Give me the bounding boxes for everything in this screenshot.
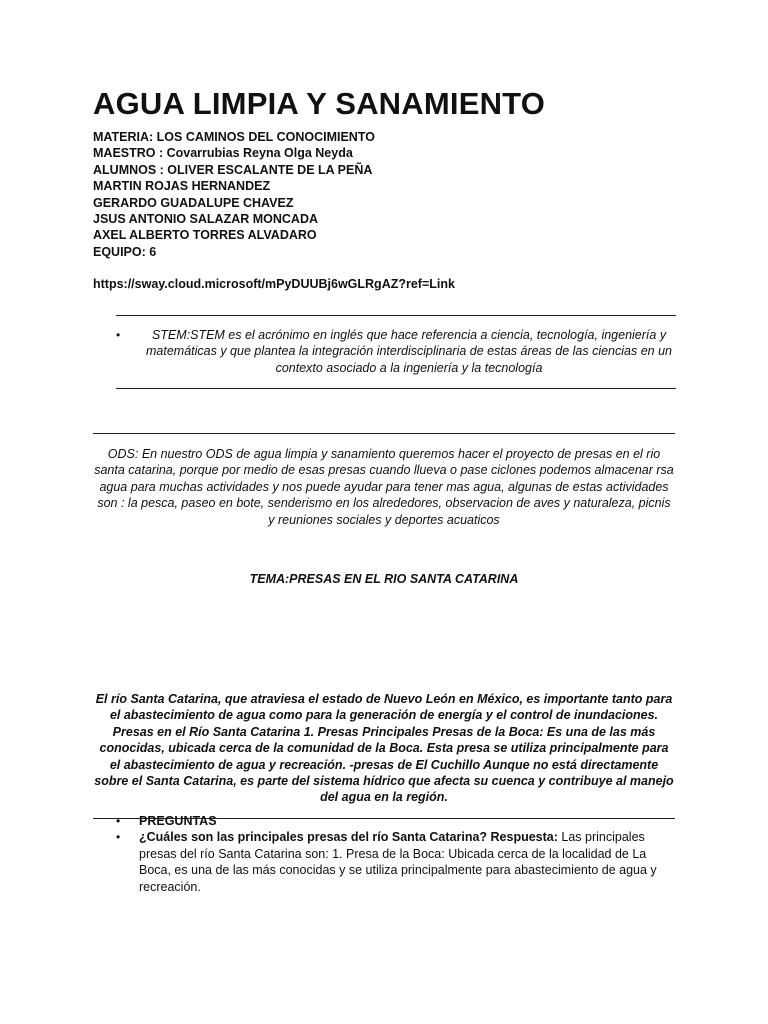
answer-text: Las principales presas del río Santa Catarina son: 1. Presa de la Boca: Ubicada cerca de la localidad de La Boca, es una de las más conocidas y se utiliza principalmente para abastecimiento de agua y recreación. xyxy=(139,830,657,894)
alumno-line: GERARDO GUADALUPE CHAVEZ xyxy=(93,195,294,210)
divider xyxy=(116,315,676,316)
equipo-line: EQUIPO: 6 xyxy=(93,244,157,259)
bullet-dot: • xyxy=(116,830,121,845)
bullet-dot: • xyxy=(116,328,121,342)
ods-paragraph xyxy=(93,446,675,528)
bullet-dot: • xyxy=(116,814,121,828)
sway-link[interactable]: https://sway.cloud.microsoft/mPyDUUBj6wGLRgAZ?ref=Link xyxy=(93,277,455,291)
stem-bullet-item xyxy=(116,327,674,376)
document-title: AGUA LIMPIA Y SANAMIENTO xyxy=(93,86,546,121)
divider xyxy=(116,388,676,389)
question-text: ¿Cuáles son las principales presas del río Santa Catarina? Respuesta: xyxy=(139,830,558,845)
alumno-line: JSUS ANTONIO SALAZAR MONCADA xyxy=(93,212,319,227)
ods-text: En nuestro ODS de agua limpia y sanamiento queremos hacer el proyecto de presas en el rio santa catarina, porque por medio de esas presas cuando llueva o pase ciclones podemos almacenar rsa agua para muchas actividades y nos puede ayudar para tener mas agua, algunas de estas actividades son : la pesca, paseo en bote, senderismo en los alrededores, observacion de aves y naturaleza, picnis y reuniones sociales y deportes acuaticos xyxy=(94,447,674,527)
header-info xyxy=(93,129,653,260)
ods-label: ODS: xyxy=(107,447,139,461)
preguntas-heading: PREGUNTAS xyxy=(139,814,217,828)
alumno-line: AXEL ALBERTO TORRES ALVADARO xyxy=(93,228,317,243)
alumno-line: MARTIN ROJAS HERNANDEZ xyxy=(93,179,271,194)
list-item xyxy=(116,829,676,895)
tema-heading: TEMA:PRESAS EN EL RIO SANTA CATARINA xyxy=(249,572,519,586)
list-item xyxy=(116,813,676,829)
maestro-line: MAESTRO : Covarrubias Reyna Olga Neyda xyxy=(93,146,353,161)
stem-definition: STEM:STEM es el acrónimo en inglés que hace referencia a ciencia, tecnología, ingeniería y matemáticas y que plantea la integración interdisciplinaria de estas áreas de las ciencias en un contexto asociado a la ingeniería y la tecnología xyxy=(146,328,672,375)
rio-paragraph: El río Santa Catarina, que atraviesa el estado de Nuevo León en México, es importante tanto para el abastecimiento de agua como para la generación de energía y el control de inundaciones. Presas en el Río Santa Catarina 1. Presas Principales Presas de la Boca: Es una de las más conocidas, ubicada cerca de la comunidad de la Boca. Esta presa se utiliza principalmente para el abastecimiento de agua y recreación. -presas de El Cuchillo Aunque no está directamente sobre el Santa Catarina, es parte del sistema hídrico que afecta su cuenca y contribuye al manejo del agua en la región. xyxy=(94,692,674,805)
materia-line: MATERIA: LOS CAMINOS DEL CONOCIMIENTO xyxy=(93,130,375,144)
divider xyxy=(93,433,675,434)
preguntas-list xyxy=(116,813,676,895)
alumno-line: ALUMNOS : OLIVER ESCALANTE DE LA PEÑA xyxy=(93,162,373,177)
